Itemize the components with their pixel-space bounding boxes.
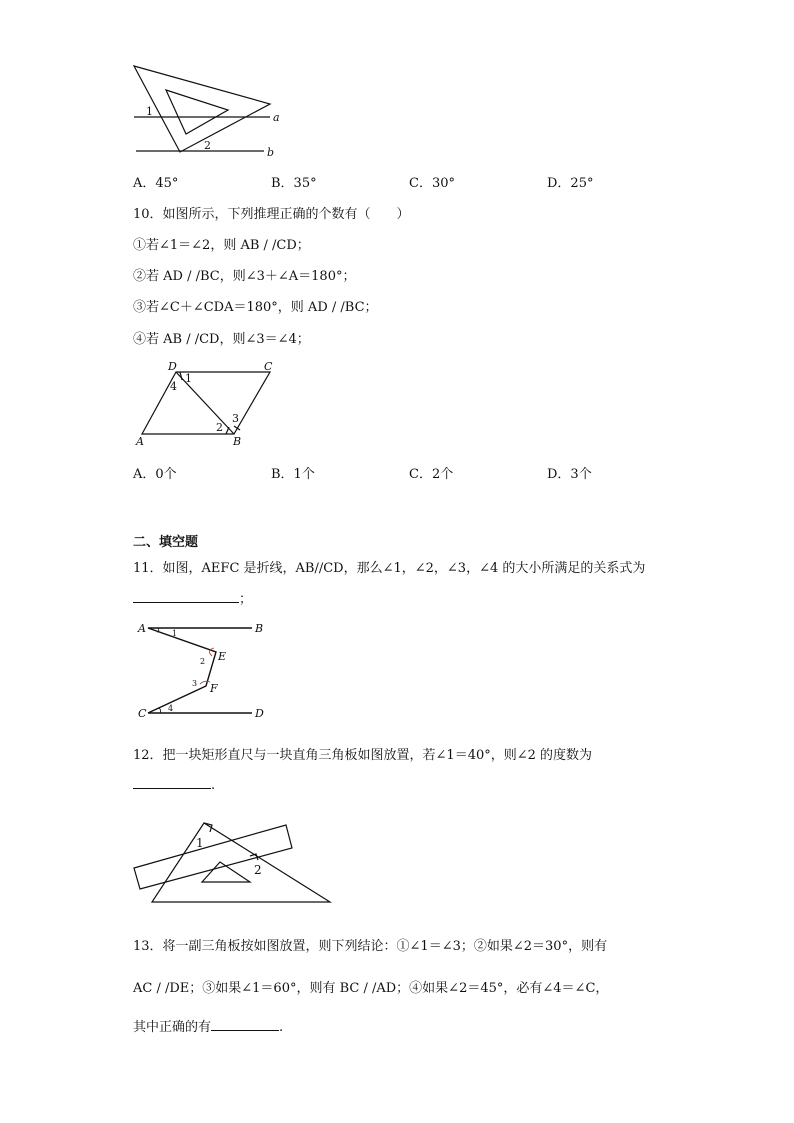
q11-answer-line — [133, 588, 252, 607]
q13-answer-line — [133, 1016, 283, 1035]
q10-label-a: A — [136, 435, 144, 448]
q12-blank[interactable] — [133, 776, 211, 789]
q11-label-d: D — [255, 707, 264, 720]
q12-tail: . — [211, 778, 216, 793]
q11-num-4: 4 — [168, 704, 174, 713]
right-triangle — [152, 823, 330, 902]
q12-answer-line — [133, 776, 215, 793]
q10-num-2: 2 — [216, 421, 223, 434]
q13-line-3: 其中正确的有 — [133, 1020, 212, 1035]
set-square-inner — [166, 90, 228, 134]
q13-line-1: 13．将一副三角板按如图放置，则下列结论：①∠1＝∠3；②如果∠2＝30°，则有 — [133, 939, 608, 954]
q11-label-b: B — [255, 622, 264, 635]
q11-num-2: 2 — [200, 657, 206, 666]
q12-stem: 12．把一块矩形直尺与一块直角三角板如图放置，若∠1＝40°，则∠2 的度数为 — [133, 748, 593, 763]
q12-num-2: 2 — [254, 863, 262, 877]
q13-tail: . — [279, 1020, 284, 1035]
q11-blank[interactable] — [133, 590, 239, 603]
q9-option-d: D．25° — [547, 176, 594, 191]
q10-num-1: 1 — [185, 372, 192, 385]
set-square-outer — [134, 66, 270, 152]
q9-figure — [128, 62, 298, 162]
inner-triangle — [202, 862, 250, 882]
section-title: 二、填空题 — [133, 535, 199, 550]
q11-num-3: 3 — [192, 679, 198, 688]
q10-stem: 10．如图所示，下列推理正确的个数有（ ） — [133, 207, 410, 222]
q11-figure — [134, 618, 274, 722]
q10-statement-3: ③若∠C＋∠CDA＝180°，则 AD / /BC； — [133, 300, 378, 315]
q10-label-d: D — [168, 360, 177, 373]
q11-label-f: F — [210, 682, 218, 695]
q9-angle-2: 2 — [204, 139, 211, 152]
q10-statement-1: ①若∠1＝∠2，则 AB / /CD； — [133, 238, 310, 253]
parallelogram-abcd — [142, 372, 270, 434]
q13-blank[interactable] — [211, 1018, 279, 1031]
q10-num-4: 4 — [170, 380, 177, 393]
q11-label-c: C — [138, 707, 147, 720]
q10-option-c: C．2个 — [409, 467, 454, 482]
q12-figure — [130, 818, 340, 908]
q13-line-2: AC / /DE；③如果∠1＝60°，则有 BC / /AD；④如果∠2＝45°，必有∠4＝∠C， — [133, 981, 609, 996]
q10-label-c: C — [264, 360, 273, 373]
q11-label-a: A — [138, 622, 146, 635]
q10-option-a: A．0个 — [133, 467, 177, 482]
q10-statement-4: ④若 AB / /CD，则∠3＝∠4； — [133, 332, 310, 347]
q10-label-b: B — [233, 435, 242, 448]
q9-angle-1: 1 — [146, 105, 153, 118]
q10-num-3: 3 — [232, 412, 239, 425]
q11-tail: ； — [239, 592, 253, 607]
q9-label-b: b — [267, 146, 275, 159]
q11-label-e: E — [218, 650, 227, 663]
q11-stem: 11．如图，AEFC 是折线，AB//CD，那么∠1，∠2，∠3，∠4 的大小所满足的关系式为 — [133, 561, 646, 576]
q9-option-c: C．30° — [409, 176, 455, 191]
polyline-aefc — [148, 628, 216, 713]
ruler — [134, 825, 292, 889]
q11-num-1: 1 — [172, 629, 178, 638]
q10-figure — [130, 356, 290, 448]
q9-label-a: a — [273, 111, 280, 124]
q10-option-d: D．3个 — [547, 467, 592, 482]
q9-option-a: A．45° — [133, 176, 179, 191]
q12-num-1: 1 — [196, 836, 204, 850]
q10-statement-2: ②若 AD / /BC，则∠3＋∠A＝180°； — [133, 269, 356, 284]
q10-option-b: B．1个 — [271, 467, 315, 482]
q9-option-b: B．35° — [271, 176, 317, 191]
